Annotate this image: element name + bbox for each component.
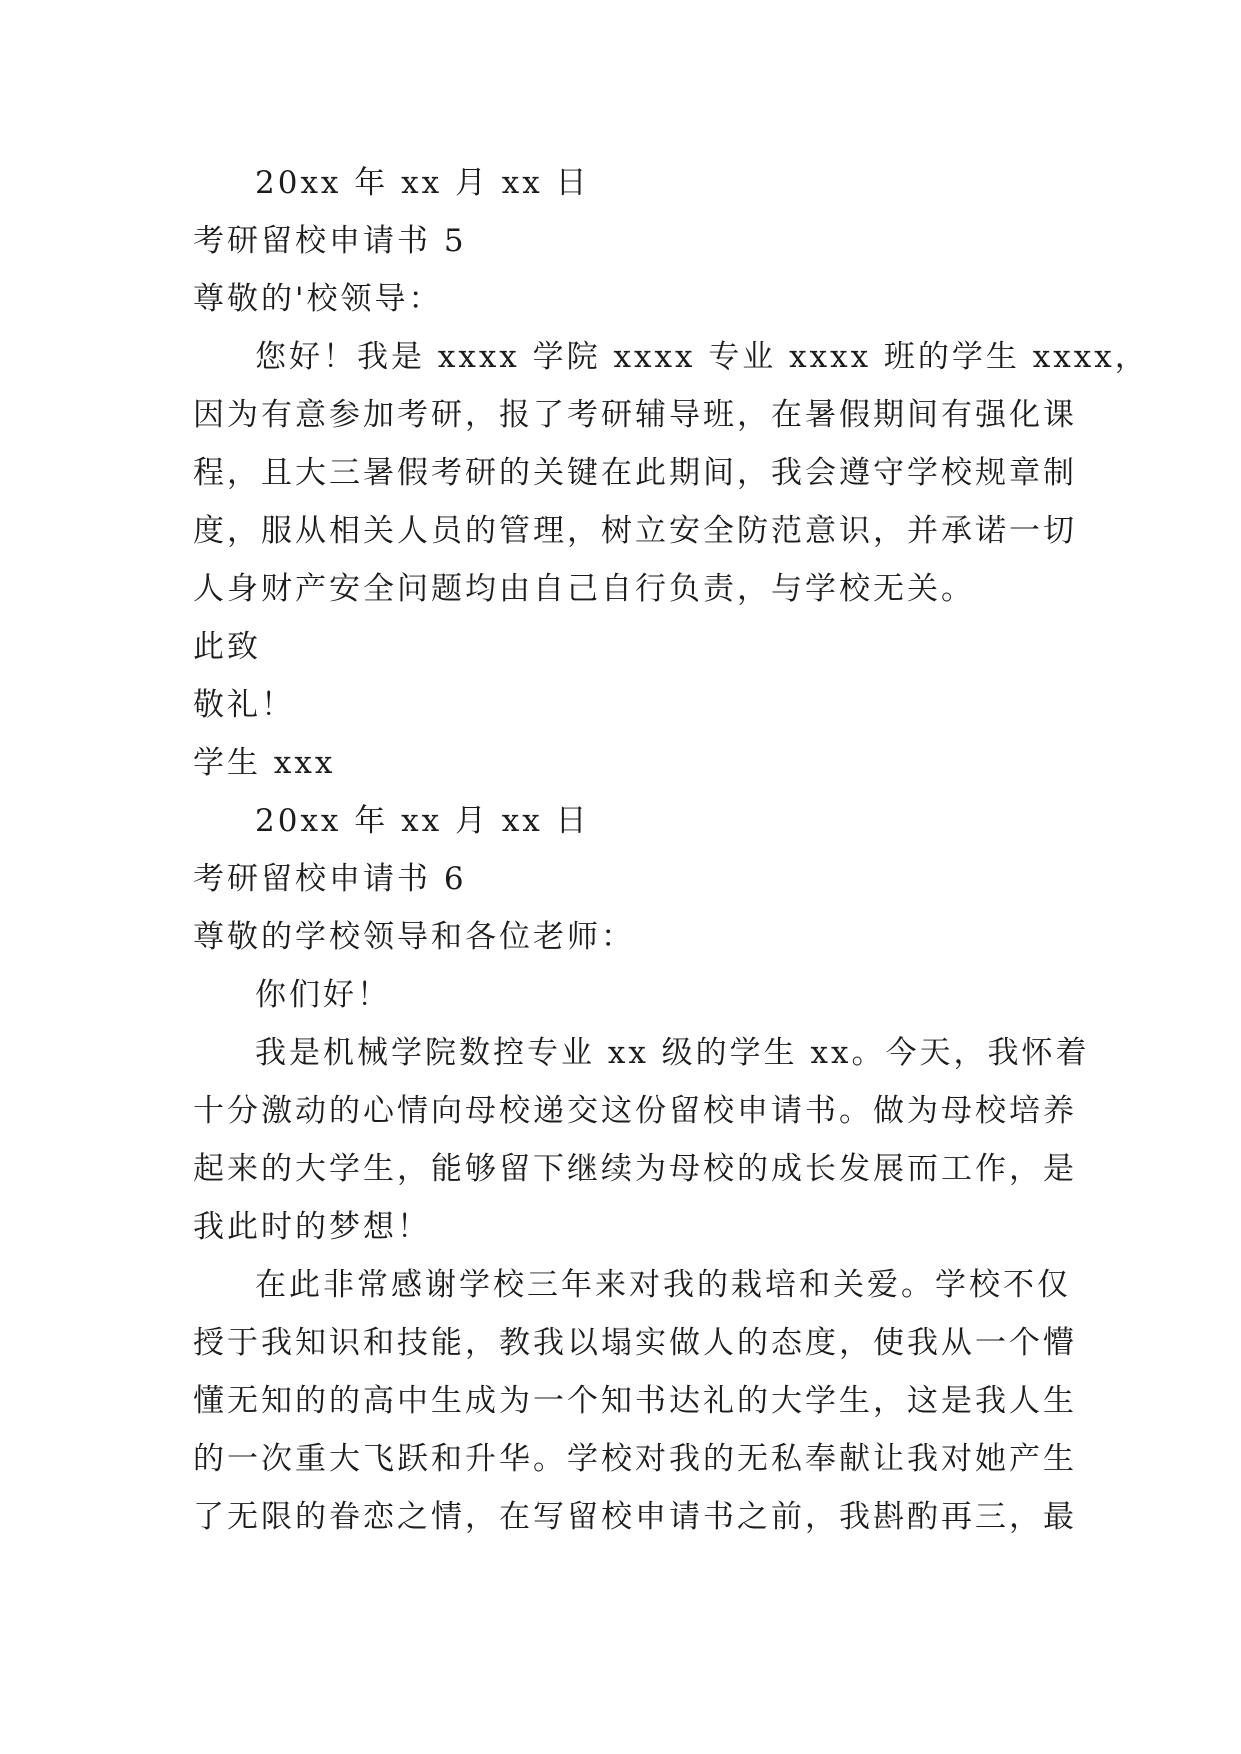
letter-6-paragraph-2 [193,1256,1077,1546]
body-line: 我是机械学院数控专业 xx 级的学生 xx。今天，我怀着 [255,1035,1090,1071]
body-line: 您好！我是 xxxx 学院 xxxx 专业 xxxx 班的学生 xxxx， [255,339,1149,375]
body-line: 了无限的眷恋之情，在写留校申请书之前，我斟酌再三，最 [193,1499,1077,1535]
document-content [193,154,1149,1546]
letter-5-body [193,328,1149,618]
body-line: 因为有意参加考研，报了考研辅导班，在暑假期间有强化课 [193,397,1077,433]
letter-6-paragraph-1 [193,1024,1090,1256]
body-line: 我此时的梦想！ [193,1209,431,1245]
body-line: 懂无知的的高中生成为一个知书达礼的大学生，这是我人生 [193,1383,1077,1419]
letter-5-closing-1: 此致 [193,629,261,665]
body-line: 在此非常感谢学校三年来对我的栽培和关爱。学校不仅 [255,1267,1071,1303]
letter-5-title: 考研留校申请书 5 [193,223,467,259]
body-line: 度，服从相关人员的管理，树立安全防范意识，并承诺一切 [193,513,1077,549]
body-line: 起来的大学生，能够留下继续为母校的成长发展而工作，是 [193,1151,1077,1187]
body-line: 十分激动的心情向母校递交这份留校申请书。做为母校培养 [193,1093,1077,1129]
previous-letter-date: 20xx 年 xx 月 xx 日 [255,165,590,201]
letter-6-title: 考研留校申请书 6 [193,861,467,897]
letter-6-greeting: 你们好！ [255,977,391,1013]
body-line: 授于我知识和技能，教我以塌实做人的态度，使我从一个懵 [193,1325,1077,1361]
letter-5-date: 20xx 年 xx 月 xx 日 [255,803,590,839]
letter-5-signature: 学生 xxx [193,745,336,781]
letter-6-salutation: 尊敬的学校领导和各位老师： [193,919,635,955]
letter-5-closing-2: 敬礼！ [193,687,295,723]
body-line: 程，且大三暑假考研的关键在此期间，我会遵守学校规章制 [193,455,1077,491]
letter-5-salutation: 尊敬的'校领导： [193,281,443,317]
body-line: 的一次重大飞跃和升华。学校对我的无私奉献让我对她产生 [193,1441,1077,1477]
body-line: 人身财产安全问题均由自己自行负责，与学校无关。 [193,571,975,607]
